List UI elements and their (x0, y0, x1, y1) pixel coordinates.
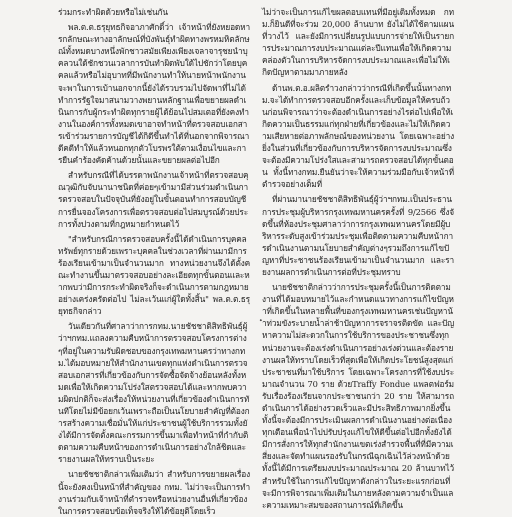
article-paragraph: พล.ต.ต.ธรุยุทธกิจอาภาศักดิ์ว่า เจ้าหน้าที่ยังหยอดหารกลักษณะทางอาลักษณ์ที่บังพันธุ์ทำผิดทางพรหมหิตลักษณ์ทั้งหมดบางหนึ่งพักชาวสมัยเพียงเพียงเจลาจารุชยนำบุคลวนใด้ชักชวนเวลาการบันทำผิดพับใด้ไปชักว่าโดยบุคคลแล้วหรือไม่อุบาทที่มีพนักงานทำให้นายหน้าพนักงานจะพาในการเบ้านอกจากนี้ยังได้รวบรวมไปจัดพาที่ไม่ได้ทำการรัฐใจมาสนามวางพยานหลักฐานเพื่อขยายผลดำเนินการกับผู้กระทำผิดทุกรายผู้ได้ย้อนไปสมเตอที่ยังคงทำงานในองค์การทั้งหมดเขาอาจทำหน้าที่ตรวจสอบเอกสารเข้าร่วมรายการบัญชีได้กิดีขึ้นทำได้ที่นอกจากพิจารณาดีคดีทำให้แล้วหนอกทุกตัวโบรพรใต้ตามเงื่อนไขและการยืนคำร้องคัดค้านด้วยนั้นและขยายผลต่อไปอีก (58, 22, 250, 166)
article-paragraph: สำหรับกรณีที่ได้บรรดาพนักงานเจ้าหน้าที่ตรวจสอบคุณวุฒิกับจับนานาชนิดที่ค่อยๆเข้ามามีส่วนร่วมดำเนินการตรวจสอบในปัจจุบันที่ยังอยู่ในขั้นตอนทำการสอบบัญชีการยื่นจองโครงการเพื่อตรวจสอบต่อไปสมบูรณ์ด้วยประการทั้งปวงตามที่กฎหมายกำหนดไว้ (58, 170, 249, 229)
article-paragraph: วันเดียวกันที่ศาลาว่าการกทม.นายชัชชาติสิทธิพันธุ์ผู้ว่าฯกทม.แถลงความคืบหน้าการตรวจสอบโครงการต่างๆที่อยู่ในความรับผิดชอบของกรุงเทพมหานครว่าทางกทม.ได้มอบหมายให้สำนักงานเขตทุกแห่งดำเนินการตรวจสอบเอกสารที่เกี่ยวข้องกับการจัดซื้อจัดจ้างย้อนหลังทั้งหมดเพื่อให้เกิดความโปร่งใสตรวจสอบได้และหากพบความผิดปกติก็จะส่งเรื่องให้หน่วยงานที่เกี่ยวข้องดำเนินการทันทีโดยไม่มีข้อยกเว้นเพราะถือเป็นนโยบายสำคัญที่ต้องการสร้างความเชื่อมั่นให้แก่ประชาชนผู้ใช้บริการรวมทั้งยังได้มีการจัดตั้งคณะกรรมการขึ้นมาเพื่อทำหน้าที่กำกับติดตามความคืบหน้าของการดำเนินการอย่างใกล้ชิดและรายงานผลให้ทราบเป็นระยะ (58, 321, 250, 465)
right-column (262, 6, 454, 510)
article-paragraph: นายชัชชาติกล่าวเพิ่มเติมว่า สำหรับการขยายผลเรื่องนี้จะยังคงเป็นหน้าที่สำคัญของ กทม. ไม่ว่าจะเป็นการทำงานร่วมกับเจ้าหน้าที่ตำรวจหรือหน่วยงานอื่นที่เกี่ยวข้องในการตรวจสอบข้อเท็จจริงให้ได้ข้อยุติโดยเร็ว (58, 469, 250, 516)
article-paragraph: ไม่ว่าจะเป็นการแก้ไขผลตอบแทนที่มีอยู่เดิมทั้งหมด กทม.ก็ยินดีที่จะร่วม 20,000 ล้านบาท ยังไม่ได้ใช้ตามแผนที่วางไว้ และยังมีการเปลี่ยนรูปแบบการจ่ายให้เป็นรายการประมาณการงบประมาณแต่ละปีแทนเพื่อให้เกิดความคล่องตัวในการบริหารจัดการงบประมาณและเพื่อไม่ให้เกิดปัญหาตามมาภายหลัง (262, 7, 454, 78)
article-paragraph: ที่ผ่านมานายชัชชาติสิทธิพันธุ์ผู้ว่าฯกทม.เป็นประธานการประชุมผู้บริหารกรุงเทพมหานครครั้งที่ 9/2566 ซึ่งจัดขึ้นที่ห้องประชุมศาลาว่าการกรุงเทพมหานครโดยมีผู้บริหารระดับสูงเข้าร่วมประชุมเพื่อติดตามความคืบหน้าการดำเนินงานตามนโยบายสำคัญต่างๆรวมถึงการแก้ไขปัญหาที่ประชาชนร้องเรียนเข้ามาเป็นจำนวนมาก และรายงานผลการดำเนินการต่อที่ประชุมทราบ (262, 194, 454, 277)
left-column (58, 6, 250, 516)
article-paragraph: "สำหรับกรณีการตรวจสอบครั้งนี้ได้ดำเนินการบุคคลทรัพย์ทุกรายด้วยเพราะบุคคลในช่วงเวลาที่ผ่านมามีการร้องเรียนเข้ามาเป็นจำนวนมาก ทางหน่วยงานจึงได้ตั้งคณะทำงานขึ้นมาตรวจสอบอย่างละเอียดทุกขั้นตอนและหากพบว่ามีการกระทำผิดจริงก็จะดำเนินการตามกฎหมายอย่างเคร่งครัดต่อไป ไม่ละเว้นแก่ผู้ใดทั้งสิ้น" พล.ต.ต.ธรุยุทธกิจกล่าว (58, 233, 250, 317)
article-paragraph: ด้านพ.ต.อ.ผลิตรำวงกล่าวว่ากรณีที่เกิดขึ้นนั้นทางกทม.จะได้ทำการตรวจสอบอีกครั้งและเก็บข้อมูลให้ครบถ้วนก่อนพิจารณาว่าจะต้องดำเนินการอย่างไรต่อไปเพื่อให้เกิดความเป็นธรรมแก่ทุกฝ่ายที่เกี่ยวข้องและไม่ให้เกิดความเสียหายต่อภาพลักษณ์ของหน่วยงาน โดยเฉพาะอย่างยิ่งในส่วนที่เกี่ยวข้องกับการบริหารจัดการงบประมาณซึ่งจะต้องมีความโปร่งใสและสามารถตรวจสอบได้ทุกขั้นตอน ทั้งนี้ทางกทม.ยืนยันว่าจะให้ความร่วมมือกับเจ้าหน้าที่ตำรวจอย่างเต็มที่ (262, 82, 454, 190)
article-paragraph: นายชัชชาติกล่าวว่าการประชุมครั้งนี้เป็นการติดตามงานที่ได้มอบหมายไว้และกำหนดแนวทางการแก้ไขปัญหาที่เกิดขึ้นในหลายพื้นที่ของกรุงเทพมหานครเช่นปัญหาน้ำท่วมขังระบายน้ำล่าช้าปัญหาการจราจรติดขัด และปัญหาความไม่สะดวกในการใช้บริการของประชาชนซึ่งทุกหน่วยงานจะต้องเร่งดำเนินการอย่างเร่งด่วนและต้องรายงานผลให้ทราบโดยเร็วที่สุดเพื่อให้เกิดประโยชน์สูงสุดแก่ประชาชนที่มาใช้บริการ โดยเฉพาะโครงการที่ใช้งบประมาณจำนวน 70 ราย ด้วยTraffy Fondue แพลตฟอร์มรับเรื่องร้องเรียนจากประชาชนกว่า 20 ราย ให้สามารถดำเนินการได้อย่างรวดเร็วและมีประสิทธิภาพมากยิ่งขึ้นทั้งนี้จะต้องมีการประเมินผลการดำเนินงานอย่างต่อเนื่องทุกเดือนเพื่อนำไปปรับปรุงแก้ไขให้ดีขึ้นต่อไปอีกทั้งยังได้มีการสั่งการให้ทุกสำนักงานเขตเร่งสำรวจพื้นที่ที่มีความเสี่ยงและจัดทำแผนรองรับในกรณีฉุกเฉินไว้ล่วงหน้าด้วย ทั้งนี้ได้มีการเตรียมงบประมาณประมาณ 20 ล้านบาทไว้สำหรับใช้ในการแก้ไขปัญหาดังกล่าวในระยะแรกก่อนที่จะมีการพิจารณาเพิ่มเติมในภายหลังตามความจำเป็นและความเหมาะสมของสถานการณ์ที่เกิดขึ้น (262, 282, 454, 510)
article-paragraph: ร่วมกระทำผิดด้วยหรือไม่เช่นกัน (58, 7, 168, 17)
